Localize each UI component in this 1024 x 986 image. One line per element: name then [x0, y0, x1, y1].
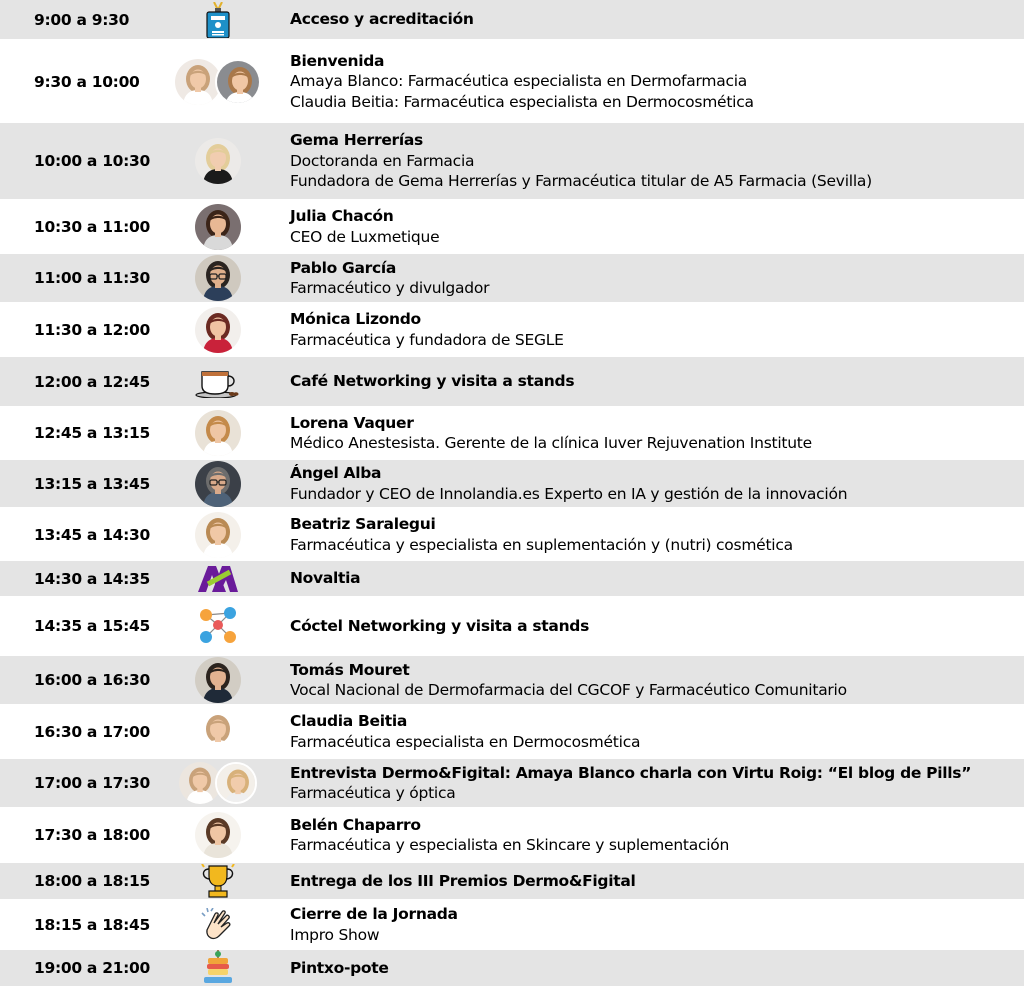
time-slot: 16:00 a 16:30 — [34, 671, 151, 689]
agenda-row — [0, 39, 1024, 124]
session-info — [290, 616, 1020, 637]
session-detail: Amaya Blanco: Farmacéutica especialista en Dermofarmacia — [290, 72, 748, 91]
session-title: Pintxo-pote — [290, 958, 389, 977]
session-detail: Farmacéutica especialista en Dermocosmética — [290, 732, 641, 751]
time-slot: 13:15 a 13:45 — [34, 474, 151, 493]
clapping-hands-icon — [172, 899, 264, 950]
session-title: Julia Chacón — [290, 207, 394, 225]
speaker-photo — [195, 812, 241, 858]
session-title: Cóctel Networking y visita a stands — [290, 616, 590, 635]
speaker-photo-wrap — [172, 199, 264, 254]
agenda-row — [0, 950, 1024, 986]
agenda-row — [0, 704, 1024, 759]
time-slot: 9:00 a 9:30 — [34, 10, 130, 29]
time-slot: 9:30 a 10:00 — [34, 72, 140, 91]
agenda-row — [0, 357, 1024, 406]
agenda-row — [0, 656, 1024, 704]
speaker-photo-wrap — [172, 507, 264, 562]
session-title: Mónica Lizondo — [290, 310, 421, 328]
session-title: Tomás Mouret — [290, 660, 410, 679]
trophy-icon — [172, 863, 264, 899]
network-icon — [172, 596, 264, 656]
session-info — [290, 258, 1020, 299]
session-title: Entrevista Dermo&Figital: Amaya Blanco charla con Virtu Roig: “El blog de Pills” — [290, 763, 972, 782]
session-info — [290, 130, 1020, 192]
speaker-photo — [195, 307, 241, 353]
time-slot: 19:00 a 21:00 — [34, 959, 151, 977]
agenda-row — [0, 0, 1024, 39]
time-slot: 13:45 a 14:30 — [34, 525, 151, 544]
session-detail: Farmacéutica y óptica — [290, 784, 456, 802]
agenda-row — [0, 807, 1024, 863]
pintxo-icon — [172, 950, 264, 986]
speaker-photo-wrap — [172, 807, 264, 863]
time-slot: 18:00 a 18:15 — [34, 872, 151, 890]
session-title: Acceso y acreditación — [290, 10, 474, 29]
session-info — [290, 514, 1020, 555]
speaker-photos — [172, 759, 264, 807]
session-info — [290, 763, 1020, 804]
speaker-photo — [195, 512, 241, 558]
session-title: Belén Chaparro — [290, 815, 421, 834]
speaker-photo-wrap — [172, 656, 264, 704]
speaker-photo — [215, 762, 257, 804]
session-detail: Médico Anestesista. Gerente de la clínica Iuver Rejuvenation Institute — [290, 434, 812, 452]
agenda-row — [0, 460, 1024, 507]
speaker-photo-wrap — [172, 123, 264, 199]
session-detail: Farmacéutica y especialista en Skincare y suplementación — [290, 836, 730, 854]
speaker-photo — [195, 255, 241, 301]
time-slot: 11:00 a 11:30 — [34, 269, 151, 287]
session-info — [290, 958, 1020, 979]
session-title: Lorena Vaquer — [290, 413, 414, 432]
session-info — [290, 413, 1020, 454]
session-title: Novaltia — [290, 569, 361, 588]
session-title: Gema Herrerías — [290, 131, 423, 150]
time-slot: 14:35 a 15:45 — [34, 617, 151, 635]
speaker-photo-wrap — [172, 704, 264, 759]
agenda-row — [0, 302, 1024, 357]
speaker-photo-wrap — [172, 406, 264, 460]
speaker-photo — [195, 138, 241, 184]
session-info — [290, 871, 1020, 892]
session-info — [290, 206, 1020, 247]
time-slot: 16:30 a 17:00 — [34, 722, 151, 741]
session-info — [290, 463, 1020, 504]
speaker-photo-wrap — [172, 302, 264, 357]
time-slot: 11:30 a 12:00 — [34, 320, 151, 339]
session-detail: Farmacéutica y especialista en suplementación y (nutri) cosmética — [290, 535, 793, 554]
time-slot: 17:30 a 18:00 — [34, 826, 151, 844]
session-info — [290, 815, 1020, 856]
session-detail: Impro Show — [290, 925, 380, 944]
agenda-row — [0, 123, 1024, 199]
agenda-row — [0, 863, 1024, 899]
time-slot: 17:00 a 17:30 — [34, 774, 151, 792]
speaker-photo — [195, 410, 241, 456]
session-title: Beatriz Saralegui — [290, 515, 436, 533]
speaker-photo — [195, 461, 241, 507]
session-info — [290, 568, 1020, 589]
time-slot: 14:30 a 14:35 — [34, 569, 151, 588]
agenda-row — [0, 507, 1024, 562]
speaker-photos — [172, 39, 264, 124]
session-title: Café Networking y visita a stands — [290, 372, 575, 391]
speaker-photo-wrap — [172, 460, 264, 507]
speaker-photo — [195, 657, 241, 703]
session-detail: Doctoranda en Farmacia — [290, 151, 475, 170]
session-title: Ángel Alba — [290, 464, 382, 482]
agenda-row — [0, 759, 1024, 807]
session-title: Entrega de los III Premios Dermo&Figital — [290, 871, 636, 890]
session-title: Cierre de la Jornada — [290, 905, 458, 923]
session-info — [290, 371, 1020, 392]
coffee-cup-icon — [172, 357, 264, 406]
novaltia-logo — [172, 561, 264, 596]
speaker-photo — [215, 59, 261, 105]
speaker-photo-wrap — [172, 254, 264, 302]
time-slot: 10:00 a 10:30 — [34, 152, 151, 170]
session-title: Claudia Beitia — [290, 712, 408, 730]
session-info — [290, 660, 1020, 701]
session-detail: Claudia Beitia: Farmacéutica especialista en Dermocosmética — [290, 92, 754, 111]
speaker-photo — [195, 204, 241, 250]
session-detail: CEO de Luxmetique — [290, 227, 440, 246]
session-info — [290, 309, 1020, 350]
session-detail: Farmacéutica y fundadora de SEGLE — [290, 330, 564, 349]
agenda-row — [0, 254, 1024, 302]
time-slot: 12:45 a 13:15 — [34, 424, 151, 442]
time-slot: 10:30 a 11:00 — [34, 217, 151, 236]
agenda-row — [0, 561, 1024, 596]
badge-icon — [172, 0, 264, 39]
speaker-photo — [195, 709, 241, 755]
session-detail: Fundador y CEO de Innolandia.es Experto en IA y gestión de la innovación — [290, 484, 848, 503]
session-detail: Fundadora de Gema Herrerías y Farmacéutica titular de A5 Farmacia (Sevilla) — [290, 172, 872, 191]
time-slot: 12:00 a 12:45 — [34, 372, 151, 391]
agenda-row — [0, 406, 1024, 460]
session-detail: Farmacéutico y divulgador — [290, 279, 490, 297]
agenda-row — [0, 199, 1024, 254]
session-detail: Vocal Nacional de Dermofarmacia del CGCOF y Farmacéutico Comunitario — [290, 681, 847, 699]
session-info — [290, 51, 1020, 113]
session-info — [290, 904, 1020, 945]
agenda-row — [0, 596, 1024, 656]
session-title: Bienvenida — [290, 51, 385, 70]
time-slot: 18:15 a 18:45 — [34, 915, 151, 934]
session-title: Pablo García — [290, 258, 397, 277]
session-info — [290, 711, 1020, 752]
agenda-row — [0, 899, 1024, 950]
session-info — [290, 9, 1020, 30]
